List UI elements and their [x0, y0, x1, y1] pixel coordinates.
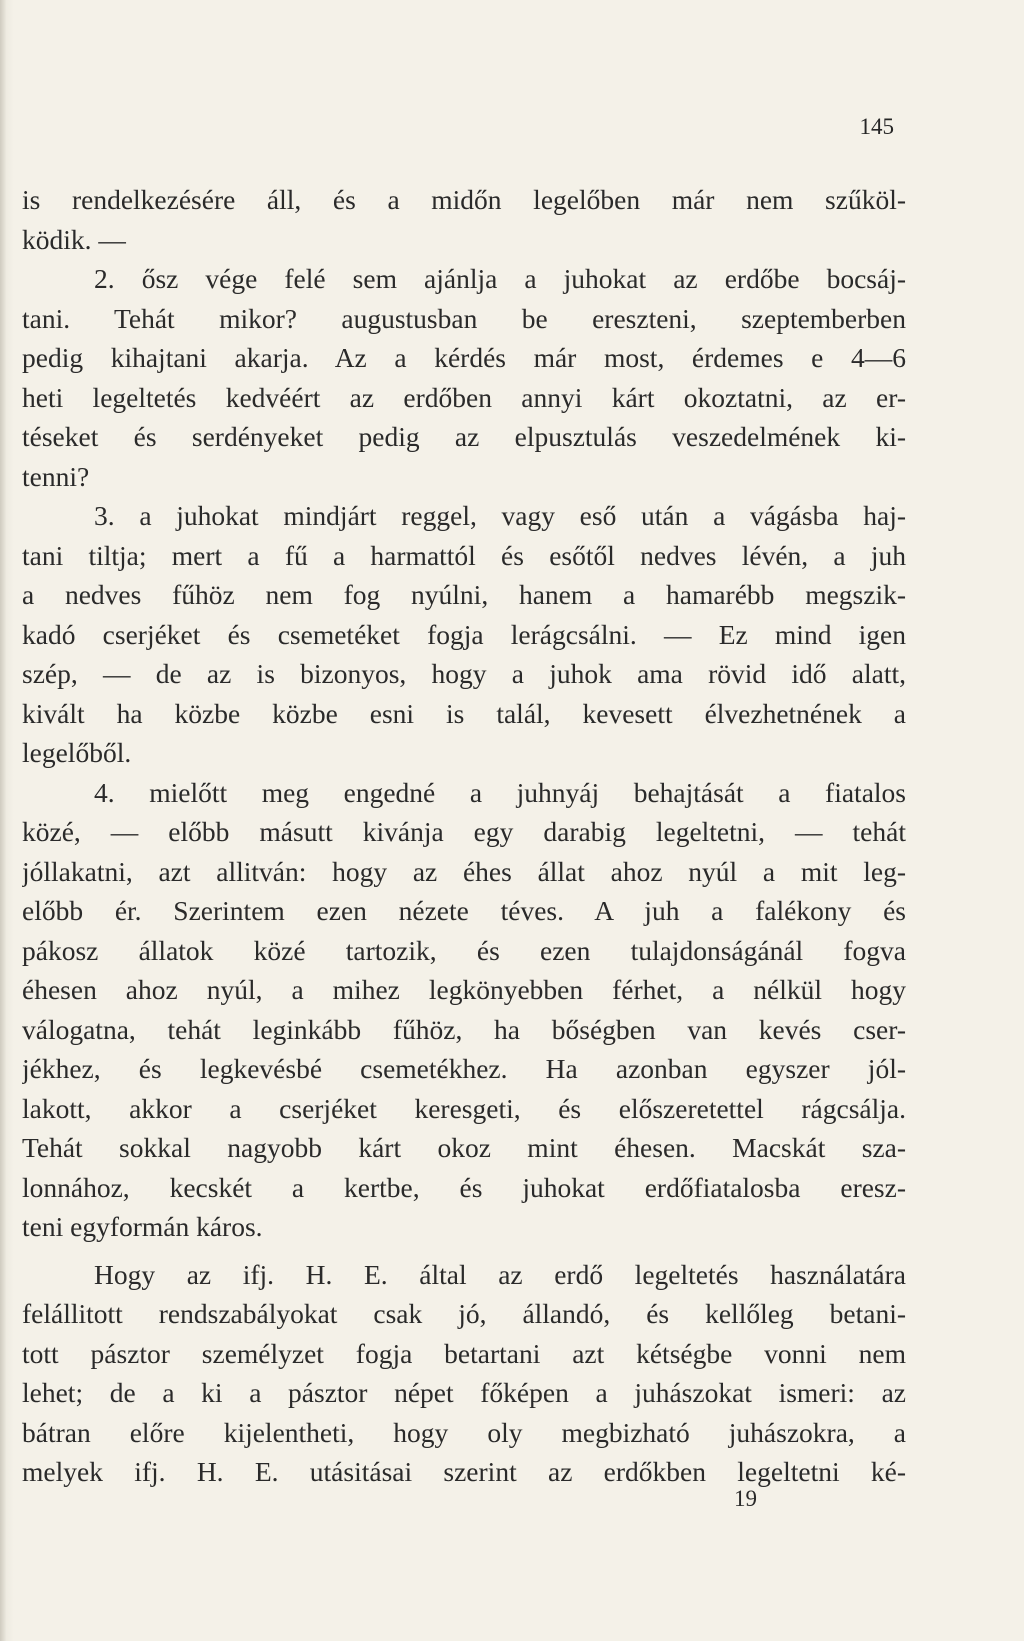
- page-binding-edge: [0, 0, 6, 1641]
- text-line: Hogy az ifj. H. E. által az erdő legeltetés használatára: [94, 1258, 906, 1290]
- text-line: legelőből.: [22, 737, 132, 768]
- text-line: melyek ifj. H. E. utásitásai szerint az erdőkben legeltetni ké-: [22, 1456, 906, 1487]
- text-line: pákosz állatok közé tartozik, és ezen tulajdonságánál fogva: [22, 934, 906, 966]
- text-line: jékhez, és legkevésbé csemetékhez. Ha azonban egyszer jól-: [22, 1053, 906, 1084]
- body-text: [22, 180, 906, 1492]
- text-line: tani tiltja; mert a fű a harmattól és esőtől nedves lévén, a juh: [22, 539, 906, 571]
- text-line: 4. mielőtt meg engedné a juhnyáj behajtását a fiatalos: [94, 776, 906, 808]
- text-line: a nedves fűhöz nem fog nyúlni, hanem a hamarébb megszik-: [22, 579, 906, 610]
- text-line: kadó cserjéket és csemetéket fogja lerágcsálni. — Ez mind igen: [22, 618, 906, 650]
- text-line: lakott, akkor a cserjéket keresgeti, és előszeretettel rágcsálja.: [22, 1092, 906, 1124]
- text-line: lehet; de a ki a pásztor népet főképen a juhászokat ismeri: az: [22, 1377, 906, 1408]
- text-line: kivált ha közbe közbe esni is talál, kevesett élvezhetnének a: [22, 697, 906, 729]
- text-line: lonnához, kecskét a kertbe, és juhokat erdőfiatalosba eresz-: [22, 1171, 906, 1203]
- text-line: 3. a juhokat mindjárt reggel, vagy eső után a vágásba haj-: [94, 500, 906, 531]
- text-line: tott pásztor személyzet fogja betartani azt kétségbe vonni nem: [22, 1337, 906, 1369]
- page-number: 145: [859, 114, 894, 139]
- text-line: tenni?: [22, 460, 90, 492]
- text-line: válogatna, tehát leginkább fűhöz, ha bőségben van kevés cser-: [22, 1013, 906, 1045]
- text-line: közé, — előbb másutt kivánja egy darabig legeltetni, — tehát: [22, 816, 906, 847]
- text-line: téseket és serdényeket pedig az elpusztulás veszedelmének ki-: [22, 421, 906, 452]
- text-line: teni egyformán káros.: [22, 1211, 263, 1242]
- text-line: előbb ér. Szerintem ezen nézete téves. A juh a falékony és: [22, 895, 906, 926]
- text-line: felállitott rendszabályokat csak jó, állandó, és kellőleg betani-: [22, 1298, 906, 1329]
- text-line: pedig kihajtani akarja. Az a kérdés már most, érdemes e 4—6: [22, 342, 906, 373]
- text-line: bátran előre kijelentheti, hogy oly megbizható juhászokra, a: [22, 1416, 906, 1448]
- text-line: is rendelkezésére áll, és a midőn legelőben már nem szűköl-: [22, 184, 906, 215]
- text-line: Tehát sokkal nagyobb kárt okoz mint éhesen. Macskát sza-: [22, 1132, 906, 1163]
- text-line: tani. Tehát mikor? augustusban be ereszteni, szeptemberben: [22, 302, 906, 334]
- text-line: 2. ősz vége felé sem ajánlja a juhokat az erdőbe bocsáj-: [94, 263, 906, 294]
- text-line: heti legeltetés kedvéért az erdőben annyi kárt okoztatni, az er-: [22, 381, 906, 413]
- text-line: jóllakatni, azt allitván: hogy az éhes állat ahoz nyúl a mit leg-: [22, 855, 906, 887]
- text-line: ködik. —: [22, 223, 126, 255]
- text-line: éhesen ahoz nyúl, a mihez legkönyebben férhet, a nélkül hogy: [22, 974, 906, 1005]
- text-line: szép, — de az is bizonyos, hogy a juhok ama rövid idő alatt,: [22, 658, 906, 689]
- printer-signature-mark: 19: [734, 1486, 757, 1511]
